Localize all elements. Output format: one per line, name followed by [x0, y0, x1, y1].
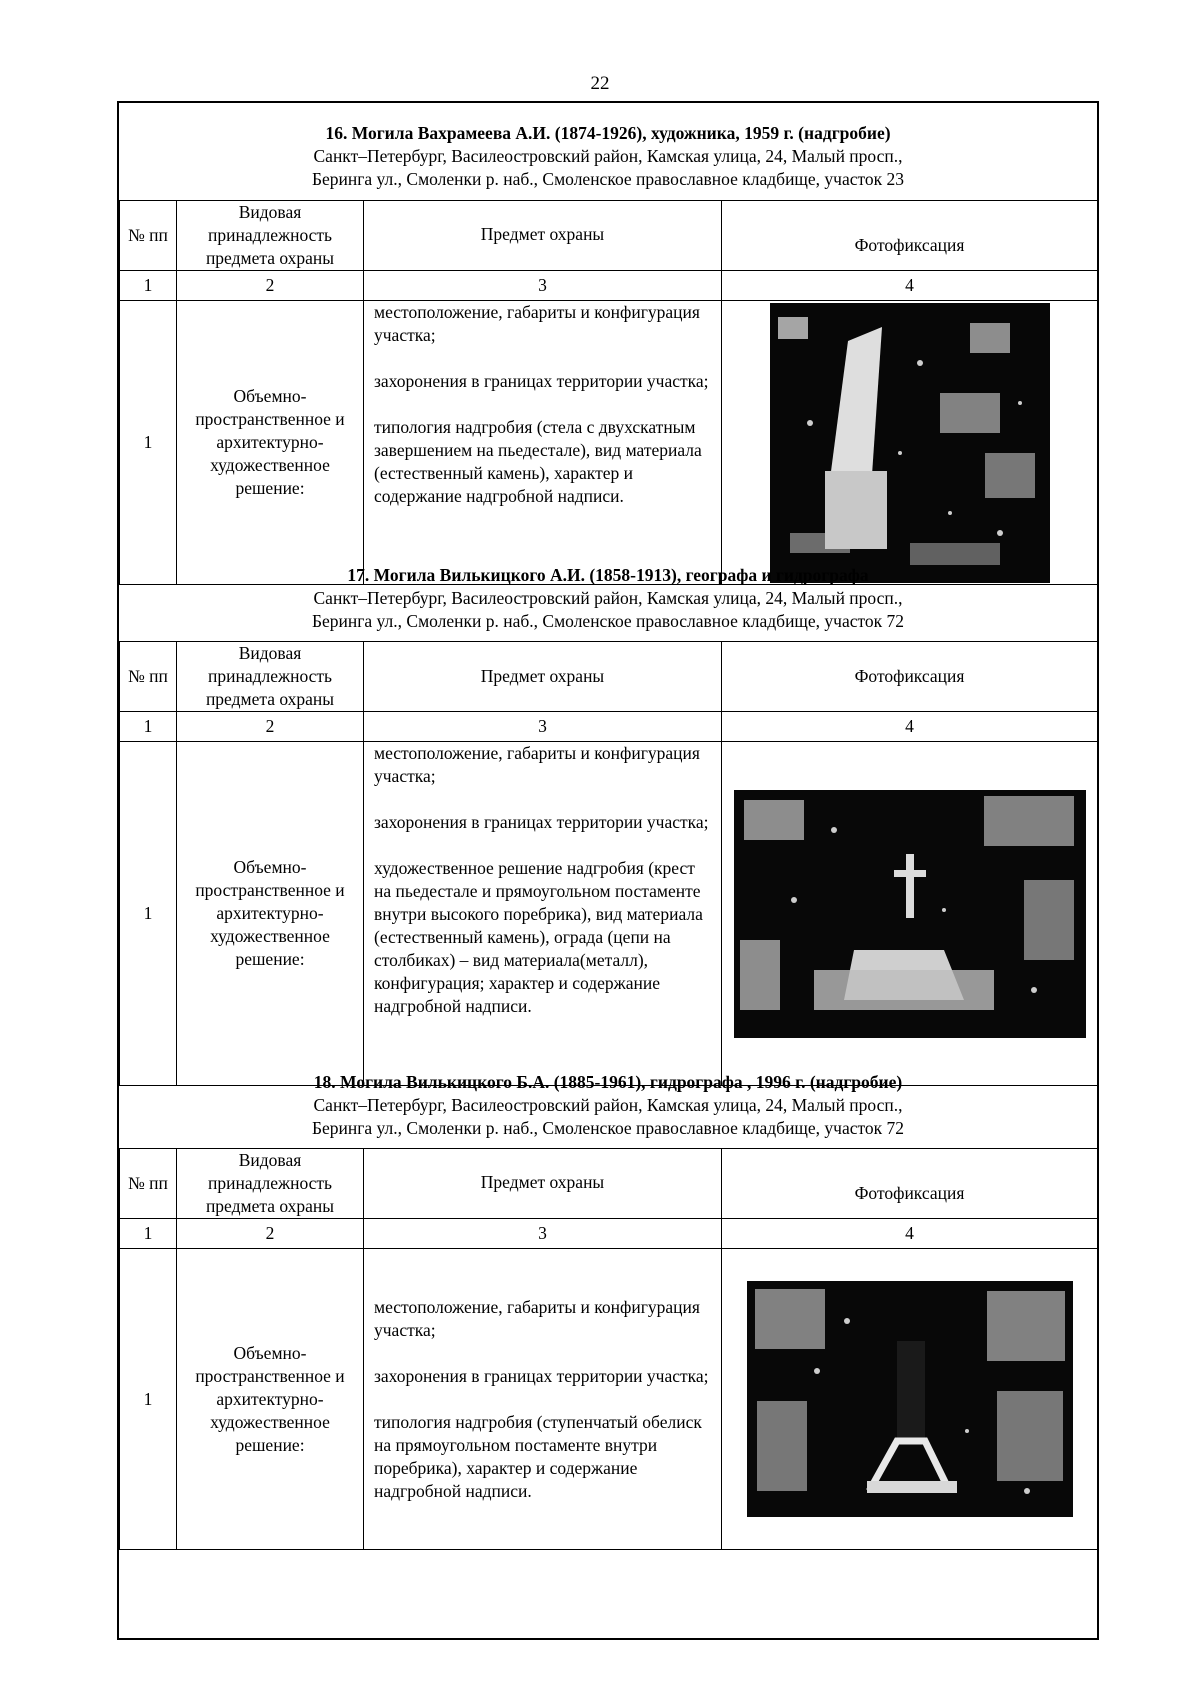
section-title: 18. Могила Вилькицкого Б.А. (1885-1961), гидрографа , 1996 г. (надгробие) [313, 1072, 903, 1092]
col-header-subject: Предмет охраны [364, 201, 722, 271]
col-num-3: 3 [364, 712, 722, 742]
col-num-3: 3 [364, 271, 722, 301]
col-num-2: 2 [177, 1219, 364, 1249]
section-title: 17. Могила Вилькицкого А.И. (1858-1913), географа и гидрографа [347, 565, 869, 585]
page-number: 22 [590, 73, 610, 94]
number-row [120, 271, 1098, 301]
number-row [120, 712, 1098, 742]
row-subject [364, 1249, 722, 1550]
heritage-table [117, 101, 1099, 1640]
subject-item: захоронения в границах территории участка; [374, 812, 709, 832]
col-header-no: № пп [120, 1149, 177, 1219]
section-address-line-2: Беринга ул., Смоленки р. наб., Смоленское православное кладбище, участок 72 [311, 1118, 905, 1138]
col-num-1: 1 [120, 1219, 177, 1249]
col-header-photo: Фотофиксация [722, 642, 1098, 712]
col-num-2: 2 [177, 712, 364, 742]
table-row [120, 742, 1098, 1086]
section-title: 16. Могила Вахрамеева А.И. (1874-1926), художника, 1959 г. (надгробие) [325, 123, 891, 143]
subject-item: захоронения в границах территории участка; [374, 1365, 709, 1386]
section-address-line-1: Санкт–Петербург, Василеостровский район, Камская улица, 24, Малый просп., [313, 588, 903, 608]
row-photo [722, 301, 1098, 585]
row-number: 1 [120, 742, 177, 1086]
row-type: Объемно-пространственное и архитектурно-художественное решение: [177, 1249, 364, 1550]
header-row [120, 1149, 1098, 1219]
col-header-subject: Предмет охраны [364, 1149, 722, 1219]
section-17-heading [119, 564, 1097, 633]
col-header-subject: Предмет охраны [364, 642, 722, 712]
header-row [120, 201, 1098, 271]
grave-photo [734, 790, 1086, 1038]
row-number: 1 [120, 301, 177, 585]
col-header-photo: Фотофиксация [722, 1149, 1098, 1219]
section-16-table [119, 200, 1098, 585]
row-photo [722, 742, 1098, 1086]
col-header-no: № пп [120, 201, 177, 271]
col-header-photo: Фотофиксация [722, 201, 1098, 271]
subject-item: типология надгробия (стела с двухскатным завершением на пьедестале), вид материала (естественный камень), характер и содержание надгробной надписи. [374, 417, 702, 506]
section-address-line-2: Беринга ул., Смоленки р. наб., Смоленское православное кладбище, участок 72 [311, 611, 905, 631]
col-num-4: 4 [722, 1219, 1098, 1249]
grave-photo [747, 1281, 1073, 1517]
subject-item: местоположение, габариты и конфигурация участка; [374, 743, 700, 786]
table-row [120, 1249, 1098, 1550]
section-17-table [119, 641, 1098, 1086]
col-header-type: Видовая принадлежность предмета охраны [177, 1149, 364, 1219]
subject-item: местоположение, габариты и конфигурация участка; [374, 302, 700, 345]
row-subject [364, 742, 722, 1086]
row-type: Объемно-пространственное и архитектурно-художественное решение: [177, 742, 364, 1086]
col-num-2: 2 [177, 271, 364, 301]
table-row [120, 301, 1098, 585]
col-header-no: № пп [120, 642, 177, 712]
col-header-type: Видовая принадлежность предмета охраны [177, 642, 364, 712]
col-header-type: Видовая принадлежность предмета охраны [177, 201, 364, 271]
subject-item: типология надгробия (ступенчатый обелиск на прямоугольном постаменте внутри поребрика), характер и содержание надгробной надписи. [374, 1411, 702, 1501]
subject-item: захоронения в границах территории участка; [374, 371, 709, 391]
section-18-table [119, 1148, 1098, 1550]
col-num-3: 3 [364, 1219, 722, 1249]
col-num-1: 1 [120, 712, 177, 742]
section-address-line-1: Санкт–Петербург, Василеостровский район, Камская улица, 24, Малый просп., [313, 1095, 903, 1115]
section-address-line-2: Беринга ул., Смоленки р. наб., Смоленское православное кладбище, участок 23 [311, 169, 905, 189]
section-address-line-1: Санкт–Петербург, Василеостровский район, Камская улица, 24, Малый просп., [313, 146, 903, 166]
row-photo [722, 1249, 1098, 1550]
section-16-heading [119, 122, 1097, 191]
subject-item: местоположение, габариты и конфигурация участка; [374, 1296, 700, 1340]
header-row [120, 642, 1098, 712]
section-18-heading [119, 1071, 1097, 1140]
number-row [120, 1219, 1098, 1249]
col-num-1: 1 [120, 271, 177, 301]
row-subject [364, 301, 722, 585]
row-number: 1 [120, 1249, 177, 1550]
subject-item: художественное решение надгробия (крест на пьедестале и прямоугольном постаменте внутри высокого поребрика), вид материала (естественный камень), ограда (цепи на столбиках) – вид материала(металл), конфигурация; характер и содержание надгробной надписи. [374, 858, 703, 1016]
col-num-4: 4 [722, 271, 1098, 301]
grave-photo [770, 303, 1050, 583]
row-type: Объемно-пространственное и архитектурно-художественное решение: [177, 301, 364, 585]
col-num-4: 4 [722, 712, 1098, 742]
